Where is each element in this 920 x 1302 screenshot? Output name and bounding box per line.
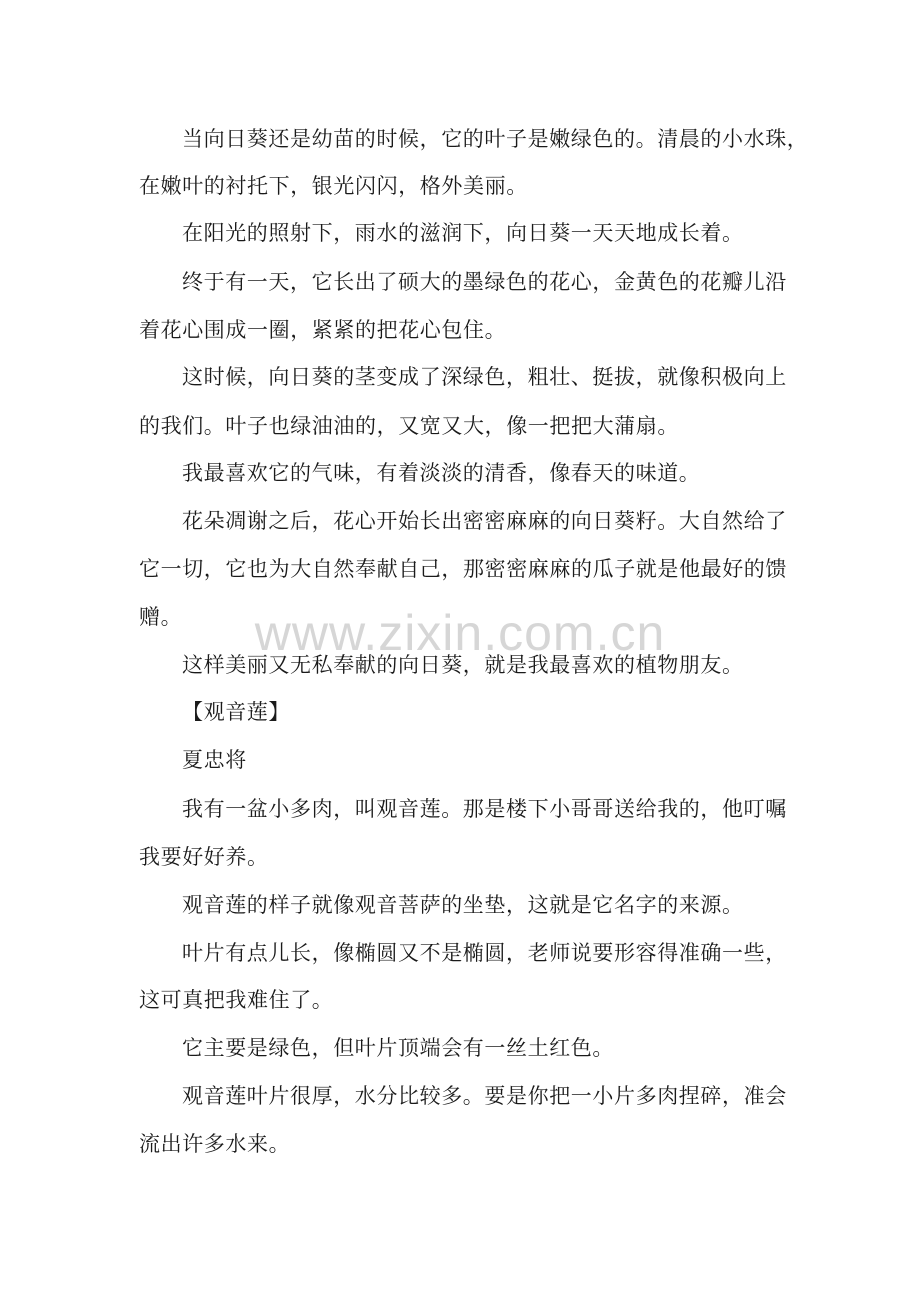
paragraph-line: 我最喜欢它的气味，有着淡淡的清香，像春天的味道。 — [182, 461, 701, 485]
paragraph-line: 在阳光的照射下，雨水的滋润下，向日葵一天天地成长着。 — [182, 221, 744, 245]
paragraph-line: 它主要是绿色，但叶片顶端会有一丝土红色。 — [182, 1036, 614, 1060]
paragraph-line: 这样美丽又无私奉献的向日葵，就是我最喜欢的植物朋友。 — [182, 653, 744, 677]
paragraph-line: 流出许多水来。 — [139, 1132, 291, 1156]
paragraph-line: 我要好好养。 — [139, 845, 269, 869]
paragraph-line: 当向日葵还是幼苗的时候，它的叶子是嫩绿色的。清晨的小水珠， — [182, 127, 809, 151]
paragraph-line: 着花心围成一圈，紧紧的把花心包住。 — [139, 318, 507, 342]
paragraph-line: 它一切，它也为大自然奉献自己，那密密麻麻的瓜子就是他最好的馈 — [139, 557, 787, 581]
paragraph-line: 叶片有点儿长，像椭圆又不是椭圆，老师说要形容得准确一些， — [182, 941, 787, 965]
author-name: 夏忠将 — [182, 748, 247, 772]
paragraph-line: 赠。 — [139, 605, 183, 629]
watermark: www.zixin.com.cn — [254, 605, 666, 661]
paragraph-line: 我有一盆小多肉，叫观音莲。那是楼下小哥哥送给我的，他叮嘱 — [182, 797, 787, 821]
paragraph-line: 的我们。叶子也绿油油的，又宽又大，像一把把大蒲扇。 — [139, 414, 679, 438]
paragraph-line: 花朵凋谢之后，花心开始长出密密麻麻的向日葵籽。大自然给了 — [182, 509, 787, 533]
paragraph-line: 终于有一天，它长出了硕大的墨绿色的花心，金黄色的花瓣儿沿 — [182, 270, 787, 294]
section-heading: 【观音莲】 — [182, 700, 290, 724]
paragraph-line: 这时候，向日葵的茎变成了深绿色，粗壮、挺拔，就像积极向上 — [182, 365, 787, 389]
paragraph-line: 这可真把我难住了。 — [139, 988, 334, 1012]
paragraph-line: 观音莲叶片很厚，水分比较多。要是你把一小片多肉捏碎，准会 — [182, 1084, 787, 1108]
paragraph-line: 观音莲的样子就像观音菩萨的坐垫，这就是它名字的来源。 — [182, 893, 744, 917]
paragraph-line: 在嫩叶的衬托下，银光闪闪，格外美丽。 — [139, 174, 528, 198]
